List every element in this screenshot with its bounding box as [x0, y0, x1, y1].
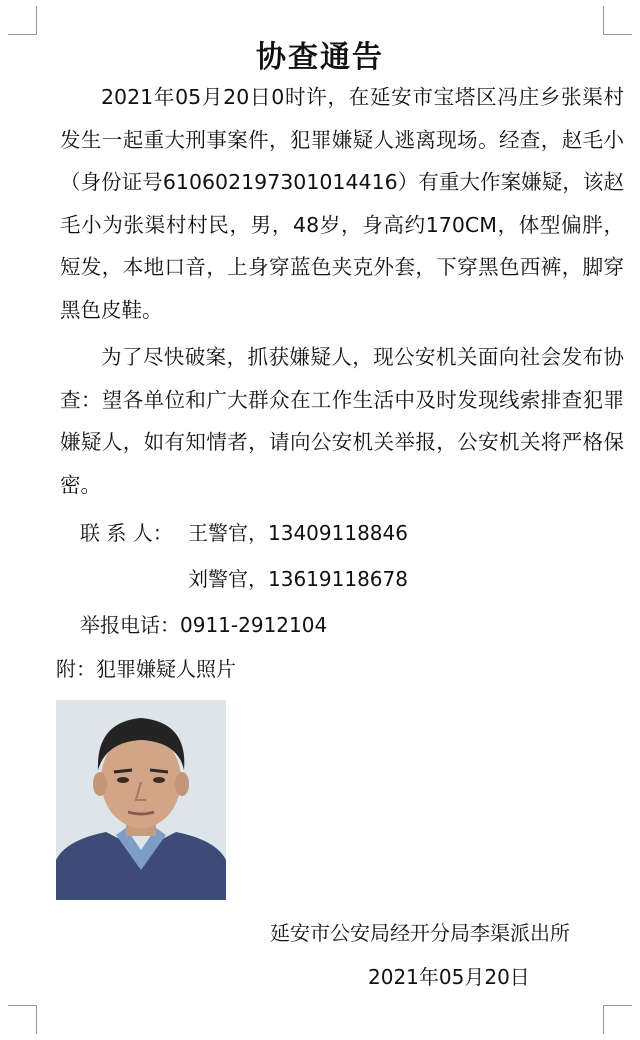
suspect-photo	[56, 700, 226, 900]
report-phone-label: 举报电话：	[80, 613, 180, 637]
contact-1-value: 王警官，13409118846	[188, 521, 408, 545]
issue-date: 2021年05月20日	[368, 965, 530, 989]
crop-mark-top-right	[603, 6, 632, 35]
case-description-paragraph: 2021年05月20日0时许，在延安市宝塔区冯庄乡张渠村发生一起重大刑事案件，犯罪嫌疑人逃离现场。经查，赵毛小（身份证号610602197301014416）有重大作案嫌疑，该赵毛小为张渠村村民，男，48岁，身高约170CM，体型偏胖，短发，本地口音，上身穿蓝色夹克外套，下穿黑色西裤，脚穿黑色皮鞋。	[60, 85, 624, 322]
crop-mark-top-left	[8, 6, 37, 35]
appeal-paragraph: 为了尽快破案，抓获嫌疑人，现公安机关面向社会发布协查：望各单位和广大群众在工作生活中及时发现线索排查犯罪嫌疑人，如有知情者，请向公安机关举报，公安机关将严格保密。	[60, 345, 624, 497]
contact-row-2	[188, 564, 408, 594]
report-phone-row	[80, 610, 327, 640]
contact-label: 联 系 人：	[80, 521, 173, 545]
report-phone-value: 0911-2912104	[180, 613, 328, 637]
crop-mark-bottom-right	[603, 1005, 632, 1034]
issuing-authority: 延安市公安局经开分局李渠派出所	[270, 921, 570, 945]
contact-2-value: 刘警官，13619118678	[188, 567, 408, 591]
crop-mark-bottom-left	[8, 1005, 37, 1034]
attachment-label: 附：犯罪嫌疑人照片	[56, 657, 236, 681]
contact-row-1	[80, 518, 408, 548]
notice-title: 协查通告	[256, 40, 384, 75]
